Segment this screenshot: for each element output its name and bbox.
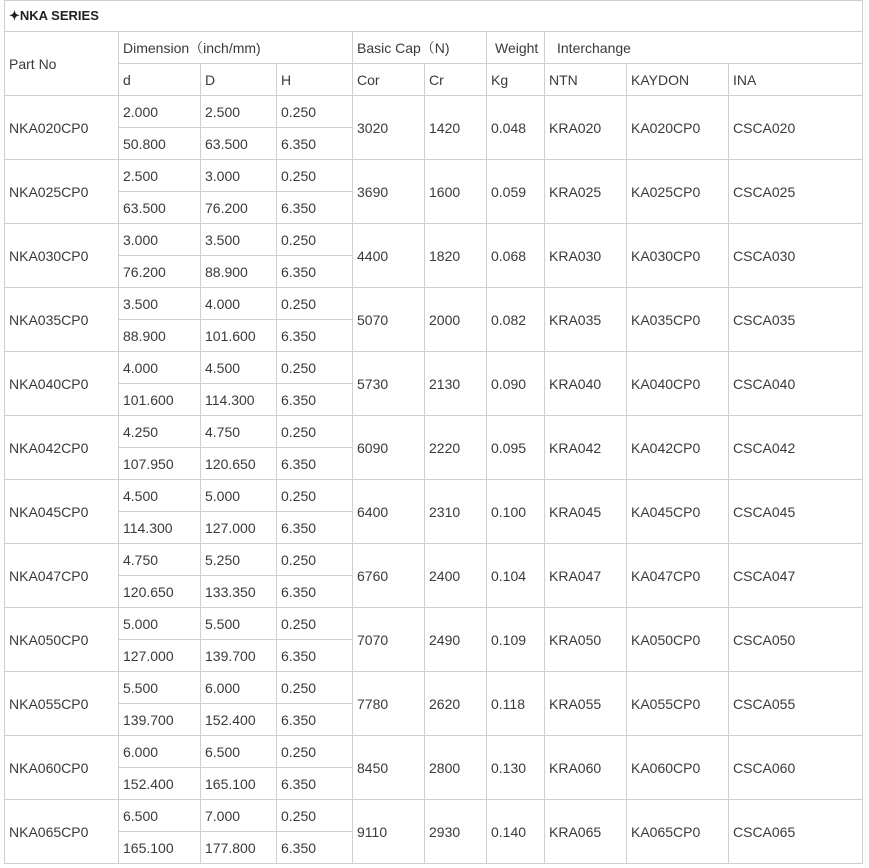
part-no-cell: NKA035CP0 [5,288,119,352]
H-mm-cell: 6.350 [277,128,353,160]
D-inch-cell: 6.000 [201,672,277,704]
kaydon-cell: KA045CP0 [627,480,729,544]
H-mm-cell: 6.350 [277,768,353,800]
d-inch-cell: 5.500 [119,672,201,704]
H-inch-cell: 0.250 [277,352,353,384]
ina-cell: CSCA055 [729,672,863,736]
weight-cell: 0.095 [487,416,545,480]
ntn-cell: KRA047 [545,544,627,608]
D-mm-cell: 177.800 [201,832,277,864]
cr-cell: 1600 [425,160,487,224]
ntn-cell: KRA055 [545,672,627,736]
ntn-cell: KRA020 [545,96,627,160]
ntn-cell: KRA060 [545,736,627,800]
d-mm-cell: 165.100 [119,832,201,864]
H-mm-cell: 6.350 [277,512,353,544]
cor-cell: 6760 [353,544,425,608]
weight-cell: 0.048 [487,96,545,160]
part-no-cell: NKA042CP0 [5,416,119,480]
header-ntn: NTN [545,64,627,96]
weight-cell: 0.130 [487,736,545,800]
H-inch-cell: 0.250 [277,800,353,832]
ntn-cell: KRA035 [545,288,627,352]
d-inch-cell: 5.000 [119,608,201,640]
table-row [5,672,863,704]
ntn-cell: KRA065 [545,800,627,864]
cr-cell: 1820 [425,224,487,288]
cor-cell: 7780 [353,672,425,736]
D-mm-cell: 120.650 [201,448,277,480]
d-mm-cell: 139.700 [119,704,201,736]
table-row [5,608,863,640]
D-inch-cell: 6.500 [201,736,277,768]
kaydon-cell: KA060CP0 [627,736,729,800]
H-inch-cell: 0.250 [277,288,353,320]
cor-cell: 4400 [353,224,425,288]
part-no-cell: NKA050CP0 [5,608,119,672]
ina-cell: CSCA040 [729,352,863,416]
d-inch-cell: 2.500 [119,160,201,192]
header-d: d [119,64,201,96]
ina-cell: CSCA050 [729,608,863,672]
D-mm-cell: 165.100 [201,768,277,800]
H-inch-cell: 0.250 [277,96,353,128]
table-row [5,352,863,384]
D-mm-cell: 63.500 [201,128,277,160]
header-kg: Kg [487,64,545,96]
d-mm-cell: 101.600 [119,384,201,416]
ntn-cell: KRA050 [545,608,627,672]
H-inch-cell: 0.250 [277,160,353,192]
H-mm-cell: 6.350 [277,576,353,608]
D-mm-cell: 114.300 [201,384,277,416]
kaydon-cell: KA040CP0 [627,352,729,416]
table-row [5,416,863,448]
kaydon-cell: KA030CP0 [627,224,729,288]
ina-cell: CSCA020 [729,96,863,160]
H-inch-cell: 0.250 [277,544,353,576]
ina-cell: CSCA060 [729,736,863,800]
table-row [5,480,863,512]
H-inch-cell: 0.250 [277,224,353,256]
cor-cell: 3020 [353,96,425,160]
part-no-cell: NKA025CP0 [5,160,119,224]
weight-cell: 0.104 [487,544,545,608]
D-inch-cell: 4.000 [201,288,277,320]
cr-cell: 2310 [425,480,487,544]
cr-cell: 2400 [425,544,487,608]
D-mm-cell: 88.900 [201,256,277,288]
H-inch-cell: 0.250 [277,736,353,768]
part-no-cell: NKA045CP0 [5,480,119,544]
kaydon-cell: KA055CP0 [627,672,729,736]
part-no-cell: NKA020CP0 [5,96,119,160]
header-part-no: Part No [5,32,119,96]
weight-cell: 0.068 [487,224,545,288]
cor-cell: 7070 [353,608,425,672]
ina-cell: CSCA035 [729,288,863,352]
part-no-cell: NKA055CP0 [5,672,119,736]
header-H: H [277,64,353,96]
ntn-cell: KRA030 [545,224,627,288]
header-ina: INA [729,64,863,96]
header-basic-cap: Basic Cap（N) [353,32,487,64]
D-inch-cell: 5.000 [201,480,277,512]
ina-cell: CSCA042 [729,416,863,480]
d-mm-cell: 152.400 [119,768,201,800]
part-no-cell: NKA040CP0 [5,352,119,416]
H-mm-cell: 6.350 [277,704,353,736]
ina-cell: CSCA065 [729,800,863,864]
d-inch-cell: 4.000 [119,352,201,384]
ina-cell: CSCA030 [729,224,863,288]
D-inch-cell: 2.500 [201,96,277,128]
header-cor: Cor [353,64,425,96]
weight-cell: 0.059 [487,160,545,224]
part-no-cell: NKA060CP0 [5,736,119,800]
d-inch-cell: 4.250 [119,416,201,448]
kaydon-cell: KA047CP0 [627,544,729,608]
header-cr: Cr [425,64,487,96]
D-inch-cell: 4.750 [201,416,277,448]
table-row [5,160,863,192]
cor-cell: 6090 [353,416,425,480]
cor-cell: 5070 [353,288,425,352]
d-mm-cell: 120.650 [119,576,201,608]
cor-cell: 5730 [353,352,425,416]
d-mm-cell: 88.900 [119,320,201,352]
H-inch-cell: 0.250 [277,416,353,448]
d-inch-cell: 6.000 [119,736,201,768]
table-row [5,544,863,576]
d-inch-cell: 4.500 [119,480,201,512]
D-inch-cell: 3.500 [201,224,277,256]
d-mm-cell: 76.200 [119,256,201,288]
D-inch-cell: 5.250 [201,544,277,576]
d-inch-cell: 3.500 [119,288,201,320]
weight-cell: 0.140 [487,800,545,864]
kaydon-cell: KA050CP0 [627,608,729,672]
d-mm-cell: 107.950 [119,448,201,480]
cr-cell: 1420 [425,96,487,160]
D-inch-cell: 7.000 [201,800,277,832]
kaydon-cell: KA025CP0 [627,160,729,224]
header-weight: Weight [487,32,545,64]
cr-cell: 2000 [425,288,487,352]
D-mm-cell: 133.350 [201,576,277,608]
table-row [5,800,863,832]
cr-cell: 2620 [425,672,487,736]
cr-cell: 2130 [425,352,487,416]
d-inch-cell: 6.500 [119,800,201,832]
table-row [5,736,863,768]
header-interchange: Interchange [545,32,863,64]
header-dimension: Dimension（inch/mm) [119,32,353,64]
d-mm-cell: 50.800 [119,128,201,160]
weight-cell: 0.118 [487,672,545,736]
d-inch-cell: 3.000 [119,224,201,256]
cr-cell: 2220 [425,416,487,480]
cor-cell: 8450 [353,736,425,800]
ntn-cell: KRA042 [545,416,627,480]
cor-cell: 9110 [353,800,425,864]
H-mm-cell: 6.350 [277,448,353,480]
H-mm-cell: 6.350 [277,320,353,352]
d-mm-cell: 63.500 [119,192,201,224]
weight-cell: 0.090 [487,352,545,416]
d-inch-cell: 4.750 [119,544,201,576]
H-mm-cell: 6.350 [277,832,353,864]
header-kaydon: KAYDON [627,64,729,96]
table-row [5,224,863,256]
ntn-cell: KRA025 [545,160,627,224]
H-mm-cell: 6.350 [277,384,353,416]
part-no-cell: NKA047CP0 [5,544,119,608]
cor-cell: 3690 [353,160,425,224]
D-inch-cell: 4.500 [201,352,277,384]
H-inch-cell: 0.250 [277,672,353,704]
D-mm-cell: 152.400 [201,704,277,736]
D-mm-cell: 101.600 [201,320,277,352]
ntn-cell: KRA045 [545,480,627,544]
ina-cell: CSCA045 [729,480,863,544]
H-mm-cell: 6.350 [277,256,353,288]
kaydon-cell: KA065CP0 [627,800,729,864]
H-mm-cell: 6.350 [277,640,353,672]
weight-cell: 0.109 [487,608,545,672]
ntn-cell: KRA040 [545,352,627,416]
table-row [5,288,863,320]
table-row [5,96,863,128]
D-inch-cell: 3.000 [201,160,277,192]
d-mm-cell: 114.300 [119,512,201,544]
ina-cell: CSCA025 [729,160,863,224]
nka-series-table [4,0,863,864]
kaydon-cell: KA020CP0 [627,96,729,160]
D-mm-cell: 127.000 [201,512,277,544]
cr-cell: 2800 [425,736,487,800]
weight-cell: 0.082 [487,288,545,352]
H-inch-cell: 0.250 [277,480,353,512]
D-inch-cell: 5.500 [201,608,277,640]
header-D: D [201,64,277,96]
weight-cell: 0.100 [487,480,545,544]
ina-cell: CSCA047 [729,544,863,608]
kaydon-cell: KA035CP0 [627,288,729,352]
D-mm-cell: 139.700 [201,640,277,672]
cor-cell: 6400 [353,480,425,544]
d-inch-cell: 2.000 [119,96,201,128]
cr-cell: 2490 [425,608,487,672]
H-mm-cell: 6.350 [277,192,353,224]
table-title: ✦NKA SERIES [5,1,863,32]
part-no-cell: NKA065CP0 [5,800,119,864]
part-no-cell: NKA030CP0 [5,224,119,288]
H-inch-cell: 0.250 [277,608,353,640]
d-mm-cell: 127.000 [119,640,201,672]
cr-cell: 2930 [425,800,487,864]
kaydon-cell: KA042CP0 [627,416,729,480]
D-mm-cell: 76.200 [201,192,277,224]
